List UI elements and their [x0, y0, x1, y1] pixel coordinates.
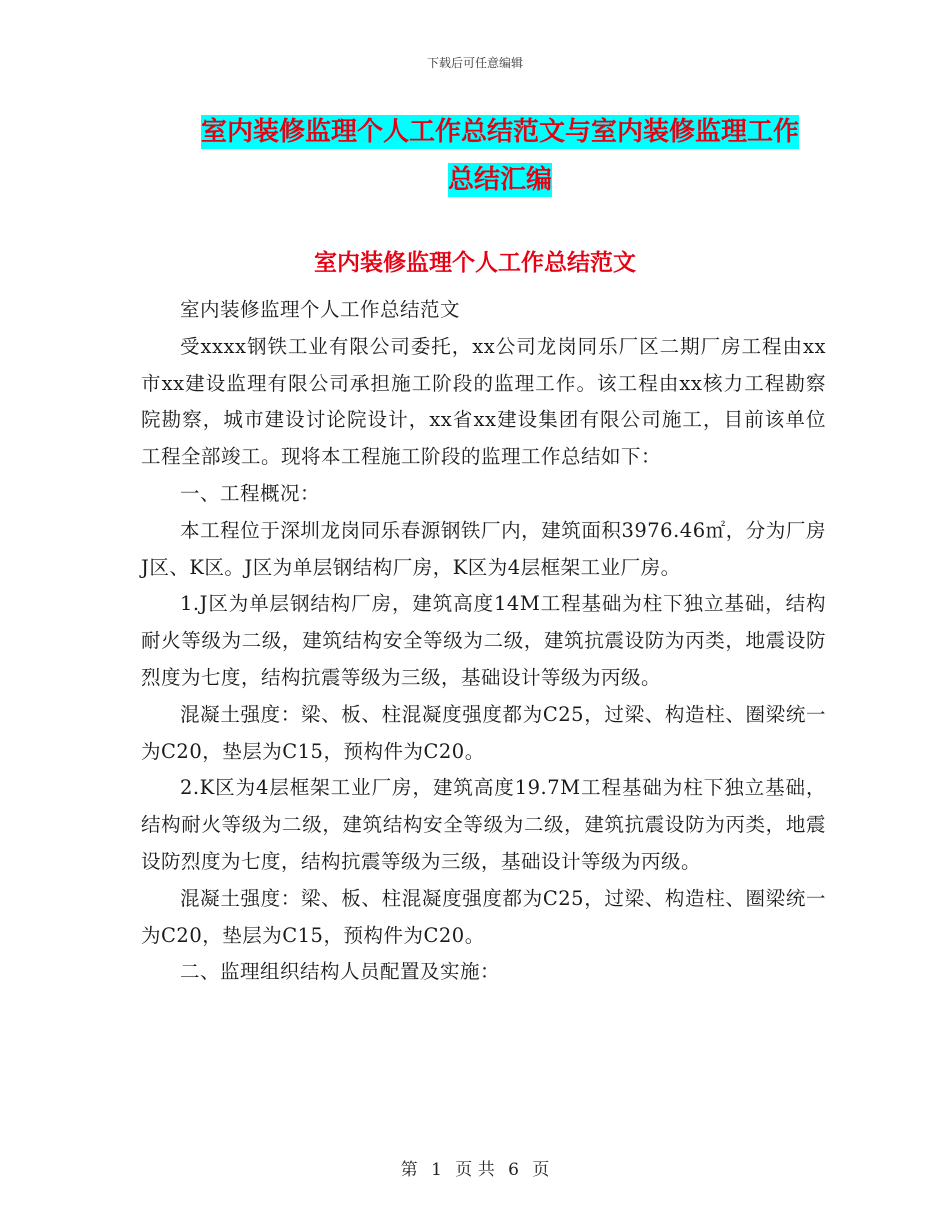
document-title-line-1: 室内装修监理个人工作总结范文与室内装修监理工作 — [200, 117, 799, 147]
page-footer — [0, 1155, 950, 1180]
document-title — [120, 108, 880, 204]
page-suffix: 页 — [532, 1160, 550, 1180]
paragraph: 混凝土强度：梁、板、柱混凝度强度都为C25，过梁、构造柱、圈梁统一为C20，垫层为C15，预构件为C20。 — [141, 886, 826, 947]
paragraph: 本工程位于深圳龙岗同乐春源钢铁厂内，建筑面积3976.46㎡，分为厂房J区、K区。J区为单层钢结构厂房，K区为4层框架工业厂房。 — [141, 518, 826, 579]
paragraph: 室内装修监理个人工作总结范文 — [180, 298, 461, 321]
paragraph: 二、监理组织结构人员配置及实施： — [180, 960, 501, 984]
paragraph: 一、工程概况： — [180, 481, 321, 505]
paragraph: 受xxxx钢铁工业有限公司委托，xx公司龙岗同乐厂区二期厂房工程由xx市xx建设监理有限公司承担施工阶段的监理工作。该工程由xx核力工程勘察院勘察，城市建设讨论院设计，xx省xx建设集团有限公司施工，目前该单位工程全部竣工。现将本工程施工阶段的监理工作总结如下： — [141, 334, 826, 469]
page-total: 6 — [508, 1160, 519, 1180]
paragraph: 混凝土强度：梁、板、柱混凝度强度都为C25，过梁、构造柱、圈梁统一为C20，垫层为C15，预构件为C20。 — [141, 702, 826, 763]
section-title: 室内装修监理个人工作总结范文 — [314, 250, 636, 276]
page-number: 1 — [431, 1160, 442, 1180]
document-body — [141, 292, 826, 991]
paragraph: 2.K区为4层框架工业厂房，建筑高度19.7M工程基础为柱下独立基础，结构耐火等级为二级，建筑结构安全等级为二级，建筑抗震设防为丙类，地震设防烈度为七度，结构抗震等级为三级，基础设计等级为丙级。 — [141, 776, 826, 873]
header-note: 下载后可任意编辑 — [426, 56, 523, 70]
paragraph: 1.J区为单层钢结构厂房，建筑高度14M工程基础为柱下独立基础，结构耐火等级为二级，建筑结构安全等级为二级，建筑抗震设防为丙类，地震设防烈度为七度，结构抗震等级为三级，基础设计等级为丙级。 — [141, 592, 826, 689]
page-mid: 页 共 — [455, 1160, 495, 1180]
document-title-line-2: 总结汇编 — [447, 165, 552, 195]
page-prefix: 第 — [400, 1160, 418, 1180]
